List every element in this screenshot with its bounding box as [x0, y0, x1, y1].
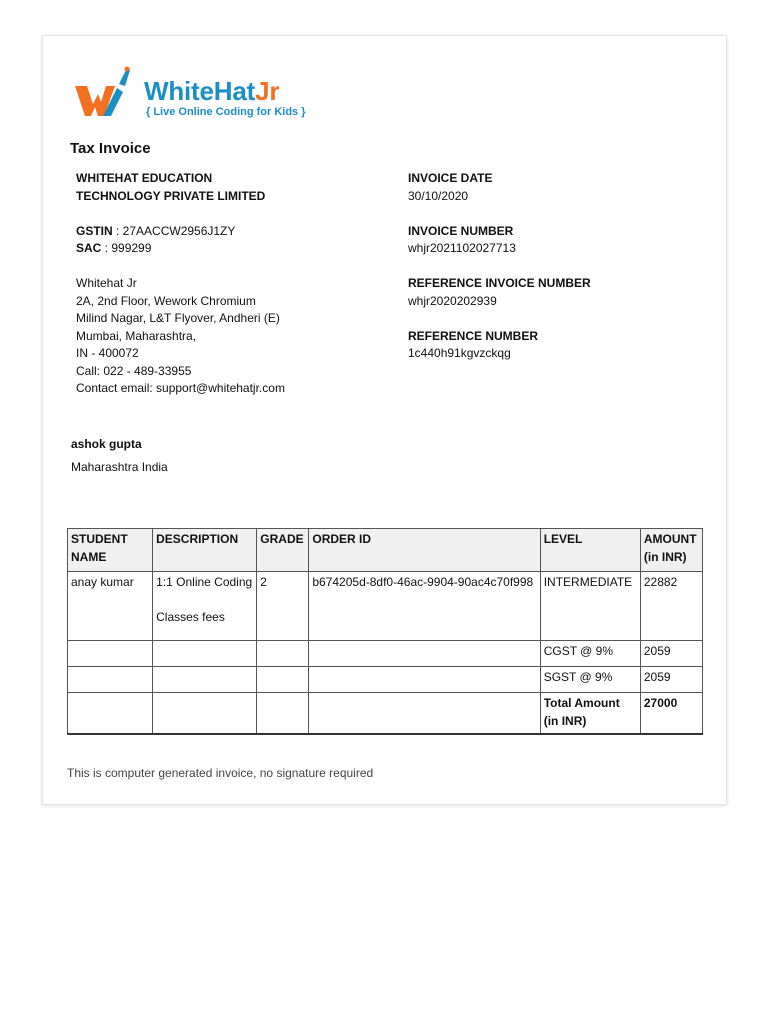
invoice-date-label: INVOICE DATE [408, 171, 493, 185]
header-amount: AMOUNT (in INR) [640, 529, 702, 572]
sgst-value: 2059 [640, 667, 702, 693]
total-label: Total Amount (in INR) [540, 693, 640, 735]
header-grade: GRADE [257, 529, 309, 572]
invoice-date-value: 30/10/2020 [408, 188, 469, 203]
brand-name-suffix: Jr [255, 76, 280, 106]
customer-name: ashok gupta [71, 437, 142, 451]
invoice-meta [408, 170, 698, 380]
footer-note: This is computer generated invoice, no signature required [67, 766, 374, 780]
cell-level: INTERMEDIATE [540, 572, 640, 641]
whitehat-logo-icon [73, 64, 133, 120]
sac-row [76, 240, 376, 258]
total-value: 27000 [640, 693, 702, 735]
cgst-value: 2059 [640, 641, 702, 667]
header-student-name: STUDENT NAME [68, 529, 153, 572]
gstin-value: : 27AACCW2956J1ZY [112, 223, 236, 238]
cell-order-id: b674205d-8df0-46ac-9904-90ac4c70f998 [309, 572, 540, 641]
address-line: Mumbai, Maharashtra, [76, 328, 197, 343]
table-header-row [68, 529, 703, 572]
address-line: 2A, 2nd Floor, Wework Chromium [76, 293, 256, 308]
invoice-number-value: whjr2021102027713 [408, 241, 516, 255]
address-line: Whitehat Jr [76, 276, 137, 290]
cell-student: anay kumar [68, 572, 153, 641]
address-line: Contact email: support@whitehatjr.com [76, 381, 285, 395]
address-line: IN - 400072 [76, 346, 139, 360]
company-details [76, 170, 376, 398]
total-row [68, 693, 703, 735]
company-name-line1: WHITEHAT EDUCATION [76, 171, 213, 185]
brand-logo [73, 64, 333, 120]
gstin-label: GSTIN [76, 223, 113, 238]
cell-amount: 22882 [640, 572, 702, 641]
reference-number-label: REFERENCE NUMBER [408, 328, 539, 343]
sac-value: : 999299 [101, 241, 152, 255]
cell-grade: 2 [257, 572, 309, 641]
brand-name: WhiteHatJr [144, 76, 280, 106]
invoice-table [67, 528, 703, 735]
cgst-label: CGST @ 9% [540, 641, 640, 667]
sac-label: SAC [76, 241, 102, 255]
company-address [76, 275, 376, 398]
gstin-row [76, 223, 376, 241]
reference-number-value: 1c440h91kgvzckqg [408, 346, 511, 360]
reference-invoice-label: REFERENCE INVOICE NUMBER [408, 276, 591, 290]
address-line: Milind Nagar, L&T Flyover, Andheri (E) [76, 311, 280, 325]
sgst-row [68, 667, 703, 693]
page-title: Tax Invoice [70, 140, 151, 157]
cell-description: 1:1 Online Coding Classes fees [153, 572, 257, 641]
customer-location: Maharashtra India [71, 460, 168, 474]
reference-invoice-value: whjr2020202939 [408, 293, 497, 308]
brand-tagline: { Live Online Coding for Kids } [146, 106, 306, 118]
sgst-label: SGST @ 9% [540, 667, 640, 693]
invoice-number-label: INVOICE NUMBER [408, 223, 514, 238]
header-level: LEVEL [540, 529, 640, 572]
header-order-id: ORDER ID [309, 529, 540, 572]
cgst-row [68, 641, 703, 667]
company-name-line2: TECHNOLOGY PRIVATE LIMITED [76, 188, 266, 203]
address-line: Call: 022 - 489-33955 [76, 363, 192, 378]
bill-to [71, 437, 168, 474]
header-description: DESCRIPTION [153, 529, 257, 572]
table-row [68, 572, 703, 641]
